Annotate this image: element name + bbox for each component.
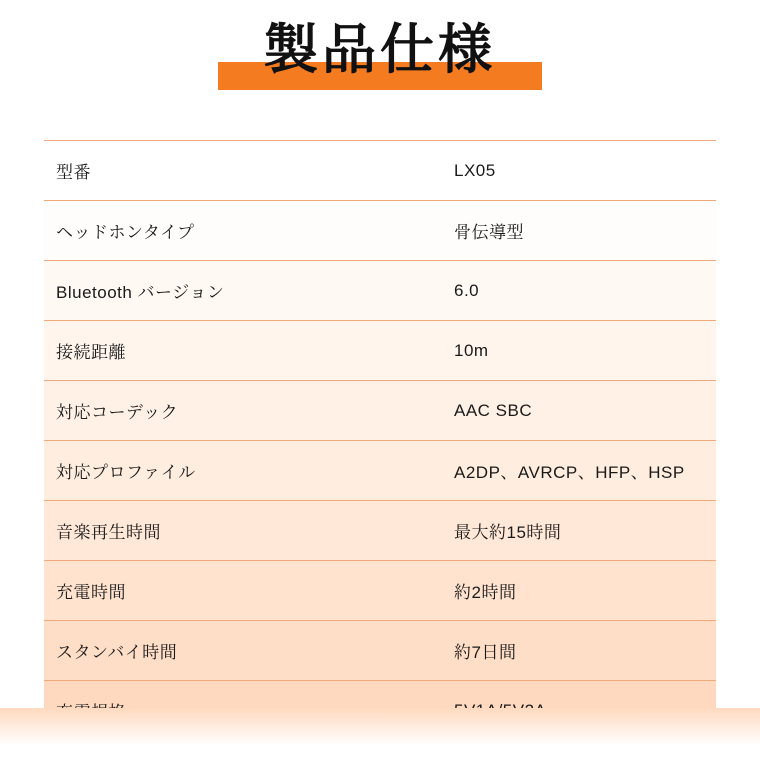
table-row: [44, 621, 716, 681]
spec-label: 型番: [44, 141, 446, 201]
spec-label: ヘッドホンタイプ: [44, 201, 446, 261]
specifications-table: [44, 140, 716, 741]
spec-label: 音楽再生時間: [44, 501, 446, 561]
spec-value: AAC SBC: [446, 381, 716, 441]
table-row: [44, 261, 716, 321]
spec-value: 約7日間: [446, 621, 716, 681]
spec-label: スタンバイ時間: [44, 621, 446, 681]
spec-value: 6.0: [446, 261, 716, 321]
table-row: [44, 561, 716, 621]
table-row: [44, 441, 716, 501]
page-title: 製品仕様: [264, 17, 496, 81]
spec-value: 骨伝導型: [446, 201, 716, 261]
spec-value: 最大約15時間: [446, 501, 716, 561]
title-block: [0, 0, 760, 108]
spec-label: 充電時間: [44, 561, 446, 621]
spec-label: 対応プロファイル: [44, 441, 446, 501]
spec-value: 10m: [446, 321, 716, 381]
table-row: [44, 501, 716, 561]
spec-label: 接続距離: [44, 321, 446, 381]
spec-label: Bluetooth バージョン: [44, 261, 446, 321]
table-row: [44, 321, 716, 381]
spec-value: 約2時間: [446, 561, 716, 621]
bottom-gradient-fade: [0, 708, 760, 760]
spec-value: LX05: [446, 141, 716, 201]
table-row: [44, 201, 716, 261]
table-row: [44, 141, 716, 201]
table-row: [44, 381, 716, 441]
spec-label: 対応コーデック: [44, 381, 446, 441]
spec-value: A2DP、AVRCP、HFP、HSP: [446, 441, 716, 501]
